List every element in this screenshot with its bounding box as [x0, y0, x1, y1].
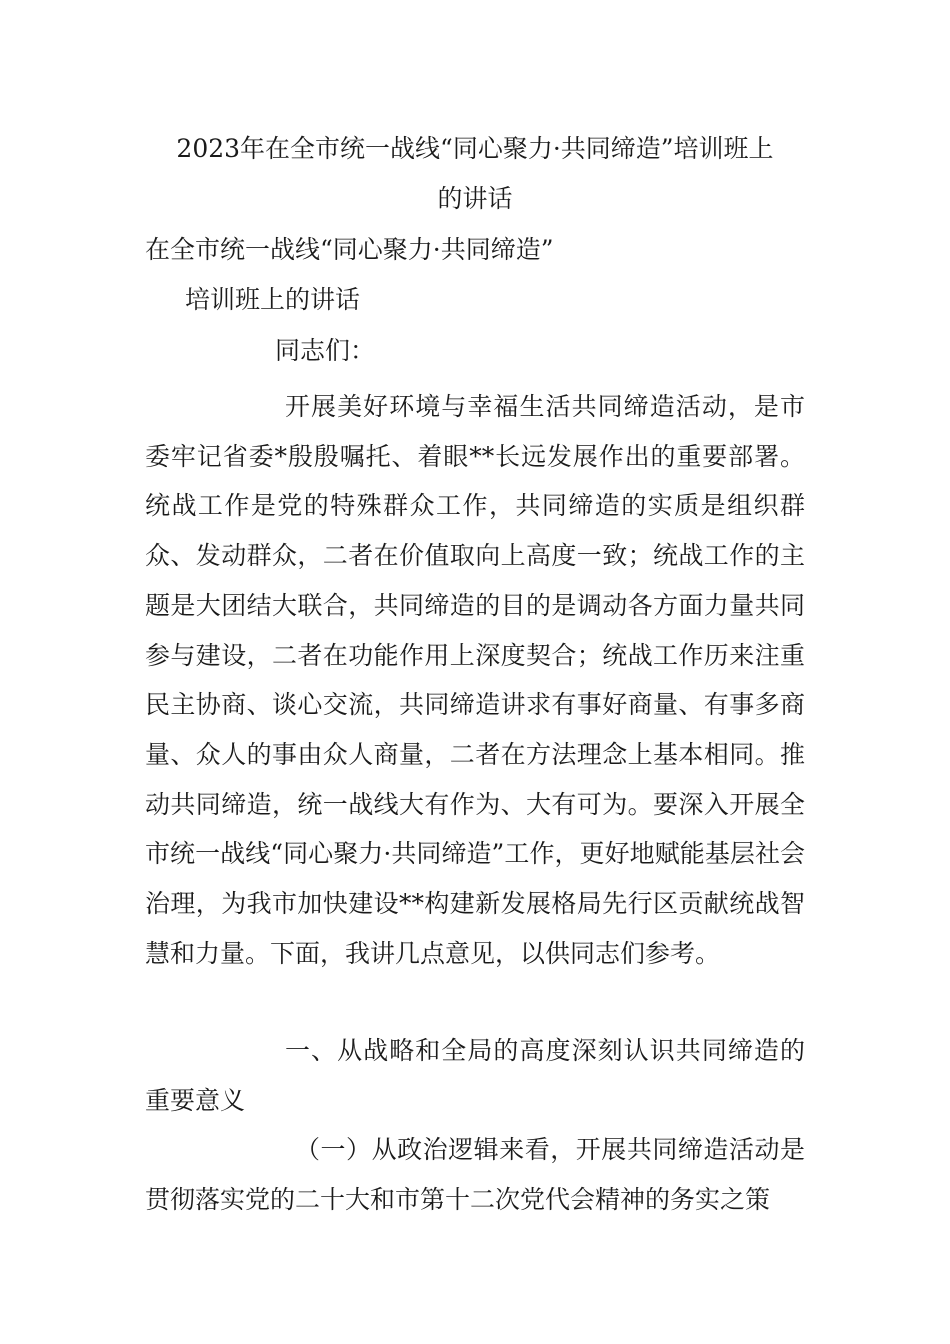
document-title-line2: 的讲话	[437, 184, 513, 213]
subsection-heading-1: （一）从政治逻辑来看，开展共同缔造活动是贯彻落实党的二十大和市第十二次党代会精神的务实之策	[145, 1135, 805, 1214]
body-paragraph: 开展美好环境与幸福生活共同缔造活动，是市委牢记省委*殷殷嘱托、着眼**长远发展作出的重要部署。统战工作是党的特殊群众工作，共同缔造的实质是组织群众、发动群众，二者在价值取向上高度一致；统战工作的主题是大团结大联合，共同缔造的目的是调动各方面力量共同参与建设，二者在功能作用上深度契合；统战工作历来注重民主协商、谈心交流，共同缔造讲求有事好商量、有事多商量、众人的事由众人商量，二者在方法理念上基本相同。推动共同缔造，统一战线大有作为、大有可为。要深入开展全市统一战线“同心聚力·共同缔造”工作，更好地赋能基层社会治理，为我市加快建设**构建新发展格局先行区贡献统战智慧和力量。下面，我讲几点意见，以供同志们参考。	[145, 392, 805, 968]
subtitle-line2: 培训班上的讲话	[185, 285, 361, 314]
subtitle-line1: 在全市统一战线“同心聚力·共同缔造”	[145, 235, 554, 264]
document-title-line1: 2023年在全市统一战线“同心聚力·共同缔造”培训班上	[176, 134, 774, 163]
section-heading-1: 一、从战略和全局的高度深刻认识共同缔造的重要意义	[145, 1036, 805, 1115]
salutation: 同志们：	[275, 336, 376, 365]
